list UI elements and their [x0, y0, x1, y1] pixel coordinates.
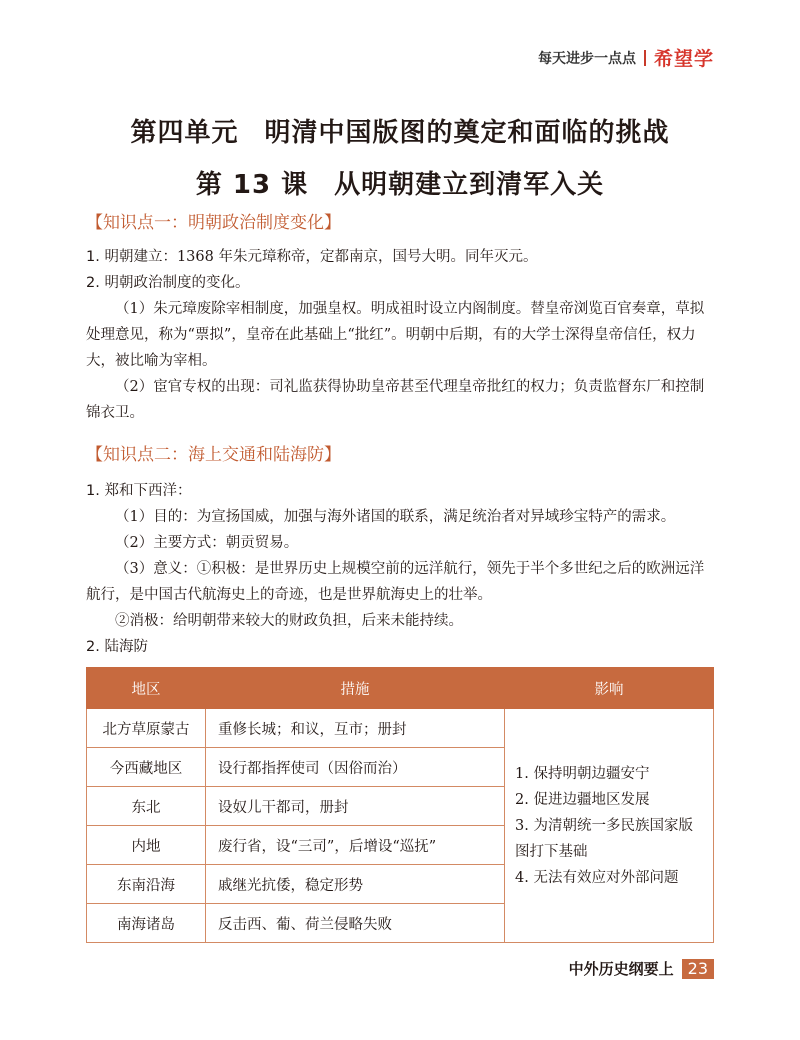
paragraph-political-change [86, 270, 716, 296]
paragraph-land-sea-defense [86, 634, 716, 660]
region-cell: 北方草原蒙古 [87, 709, 206, 748]
paragraph-text: 1368 年朱元璋称帝，定都南京，国号大明。同年灭元。 [176, 249, 538, 265]
paragraph-zheng-he [86, 478, 716, 504]
measure-cell: 重修长城；和议，互市；册封 [206, 709, 505, 748]
unit-number: 第四单元 [130, 118, 239, 148]
paragraph-cabinet-system: （1）朱元璋废除宰相制度，加强皇权。明成祖时设立内阁制度。替皇帝浏览百官奏章，草拟处理意见，称为“票拟”，皇帝在此基础上“批红”。明朝中后期，有的大学士深得皇帝信任，权力大，被比喻为宰相。 [86, 301, 705, 369]
unit-name: 明清中国版图的奠定和面临的挑战 [264, 118, 670, 148]
region-cell: 今西藏地区 [87, 748, 206, 787]
effect-item: 2. 促进边疆地区发展 [515, 791, 650, 808]
paragraph-lead: 1. 明朝建立： [86, 249, 177, 265]
region-cell: 东南沿海 [87, 865, 206, 904]
page-header [538, 44, 714, 71]
lesson-title [0, 164, 800, 201]
paragraph-lead: 2. 明朝政治制度的变化。 [86, 275, 250, 291]
effect-item: 3. 为清朝统一多民族国家版图打下基础 [515, 817, 693, 860]
book-title: 中外历史纲要上 [568, 960, 674, 978]
lesson-number: 第 13 课 [195, 170, 309, 200]
section-heading-1: 【知识点一：明朝政治制度变化】 [86, 213, 341, 233]
effect-cell [505, 709, 714, 943]
paragraph-purpose: （1）目的：为宣扬国威，加强与海外诸国的联系，满足统治者对异域珍宝特产的需求。 [115, 509, 676, 525]
column-header-effect: 影响 [505, 668, 714, 709]
effect-item: 1. 保持明朝边疆安宁 [515, 765, 650, 782]
paragraph-lead: 2. 陆海防 [86, 639, 148, 655]
measure-cell: 反击西、葡、荷兰侵略失败 [206, 904, 505, 943]
measure-cell: 设奴儿干都司，册封 [206, 787, 505, 826]
region-cell: 南海诸岛 [87, 904, 206, 943]
page-footer [569, 958, 714, 979]
brand-logo: 希望学 [653, 48, 714, 70]
measure-cell: 戚继光抗倭，稳定形势 [206, 865, 505, 904]
paragraph-eunuch-power: （2）宦官专权的出现：司礼监获得协助皇帝甚至代理皇帝批红的权力；负责监督东厂和控制锦衣卫。 [86, 379, 705, 421]
paragraph-ming-founding [86, 244, 716, 270]
paragraph-negative: ②消极：给明朝带来较大的财政负担，后来未能持续。 [115, 613, 463, 629]
paragraph-method: （2）主要方式：朝贡贸易。 [115, 535, 299, 551]
measure-cell: 设行都指挥使司（因俗而治） [206, 748, 505, 787]
header-divider [644, 50, 646, 66]
column-header-region: 地区 [87, 668, 206, 709]
section-heading-2: 【知识点二：海上交通和陆海防】 [86, 445, 341, 465]
lesson-name: 从明朝建立到清军入关 [334, 170, 605, 200]
table-row [87, 709, 714, 748]
defense-table [86, 667, 714, 943]
header-slogan: 每天进步一点点 [537, 50, 636, 67]
paragraph-significance: （3）意义：①积极：是世界历史上规模空前的远洋航行，领先于半个多世纪之后的欧洲远洋航行，是中国古代航海史上的奇迹，也是世界航海史上的壮举。 [86, 561, 705, 603]
page-number: 23 [682, 959, 714, 979]
region-cell: 东北 [87, 787, 206, 826]
measure-cell: 废行省，设“三司”，后增设“巡抚” [206, 826, 505, 865]
paragraph-lead: 1. 郑和下西洋： [86, 483, 192, 499]
column-header-measure: 措施 [206, 668, 505, 709]
effect-item: 4. 无法有效应对外部问题 [515, 869, 679, 886]
table-header-row [87, 668, 714, 709]
unit-title [0, 112, 800, 149]
region-cell: 内地 [87, 826, 206, 865]
